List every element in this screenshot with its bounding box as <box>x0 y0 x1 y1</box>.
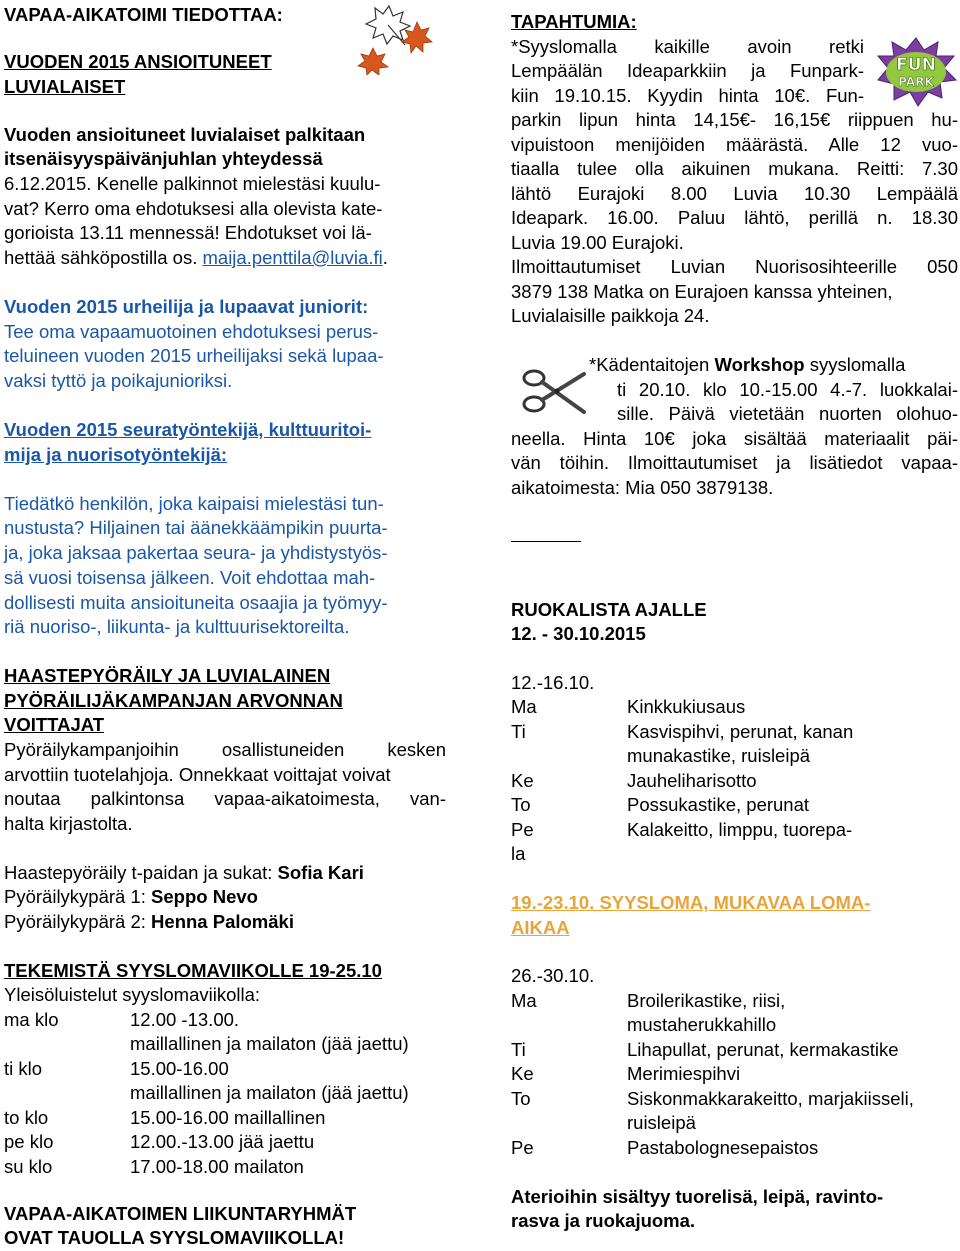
awards-text-6-prefix: hettää sähköpostilla os. <box>4 247 203 268</box>
menu-row <box>511 1062 740 1087</box>
menu-day: Pe <box>511 819 534 840</box>
menu-food: Broilerikastike, riisi, <box>627 990 786 1011</box>
funpark-line: Lempäälän Ideaparkkiin ja Funpark- <box>511 60 864 81</box>
athlete-title: Vuoden 2015 urheilija ja lupaavat juniorit: <box>4 296 369 317</box>
bike-title-2: PYÖRÄILIJÄKAMPANJAN ARVONNAN <box>4 690 343 711</box>
workshop-line-1 <box>589 353 905 378</box>
winner-3-name: Henna Palomäki <box>151 911 294 932</box>
awards-title-1: VUODEN 2015 ANSIOITUNEET <box>4 51 272 72</box>
worker-text-3: ja, joka jaksaa pakertaa seura- ja yhdistystyös- <box>4 542 388 563</box>
workshop-line: sille. Päivä vietetään nuorten olohuo- <box>617 403 958 424</box>
menu-row <box>511 842 627 867</box>
funpark-line: tiaalla tulee olla aikuinen mukana. Reitti: 7.30 <box>511 158 958 179</box>
gym-row <box>4 1008 239 1033</box>
funpark-line: vipuistoon menijöiden määrästä. Alle 12 vuo- <box>511 134 958 155</box>
menu-food: Siskonmakkarakeitto, marjakiisseli, <box>627 1088 914 1109</box>
closing-2: OVAT TAUOLLA SYYSLOMAVIIKOLLA! <box>4 1227 345 1248</box>
workshop-line: aikatoimesta: Mia 050 3879138. <box>511 477 774 498</box>
bike-text-1: Pyöräilykampanjoihin osallistuneiden kesken <box>4 739 446 760</box>
menu-dates: 12. - 30.10.2015 <box>511 623 646 644</box>
menu-row <box>511 769 757 794</box>
workshop-prefix: *Kädentaitojen <box>589 354 715 375</box>
gym-time: 17.00-18.00 mailaton <box>130 1156 304 1177</box>
funpark-line: kiin 19.10.15. Kyydin hinta 10€. Fun- <box>511 85 864 106</box>
events-title: TAPAHTUMIA: <box>511 11 637 32</box>
autumn-leaves-icon <box>355 0 435 75</box>
gym-subtitle: Yleisöluistelut syyslomaviikolla: <box>4 984 261 1005</box>
gym-row <box>4 1081 409 1106</box>
athlete-text-1: Tee oma vapaamuotoinen ehdotuksesi perus- <box>4 321 379 342</box>
funpark-line: parkin lipun hinta 14,15€- 16,15€ riippuen hu- <box>511 109 958 130</box>
menu-food: Kinkkukiusaus <box>627 696 746 717</box>
worker-title-2: mija ja nuorisotyöntekijä: <box>4 444 228 465</box>
winner-3 <box>4 910 294 935</box>
gym-day: ma klo <box>4 1009 59 1030</box>
funpark-line: *Syyslomalla kaikille avoin retki <box>511 36 864 57</box>
workshop-suffix: syyslomalla <box>804 354 906 375</box>
gym-row <box>4 1106 325 1131</box>
gym-title: TEKEMISTÄ SYYSLOMAVIIKOLLE 19-25.10 <box>4 960 382 981</box>
awards-text-2: itsenäisyyspäivänjuhlan yhteydessä <box>4 148 323 169</box>
gym-day: pe klo <box>4 1131 54 1152</box>
funpark-line: lähtö Eurajoki 8.00 Luvia 10.30 Lempäälä <box>511 183 958 204</box>
menu-food: Possukastike, perunat <box>627 794 810 815</box>
menu-food: Kasvispihvi, perunat, kanan <box>627 721 854 742</box>
gym-day: to klo <box>4 1107 49 1128</box>
gym-time: 15.00-16.00 maillallinen <box>130 1107 326 1128</box>
menu-row <box>511 720 853 745</box>
winner-1-name: Sofia Kari <box>277 862 364 883</box>
menu-row <box>511 1136 818 1161</box>
menu-food: Pastabolognesepaistos <box>627 1137 819 1158</box>
winner-2 <box>4 885 258 910</box>
awards-text-5: gorioista 13.11 mennessä! Ehdotukset voi lä- <box>4 222 372 243</box>
gym-time: 12.00 -13.00. <box>130 1009 240 1030</box>
menu-day: Ke <box>511 770 534 791</box>
menu-food: munakastike, ruisleipä <box>627 745 811 766</box>
footer-line-1: Aterioihin sisältyy tuorelisä, leipä, ravinto- <box>511 1186 884 1207</box>
winner-1-label: Haastepyöräily t-paidan ja sukat: <box>4 862 278 883</box>
bike-text-2: arvottiin tuotelahjoja. Onnekkaat voittajat voivat <box>4 764 391 785</box>
menu-food: mustaherukkahillo <box>627 1014 777 1035</box>
awards-text-4: vat? Kerro oma ehdotuksesi alla olevista kate- <box>4 198 383 219</box>
email-link[interactable]: maija.penttila@luvia.fi <box>202 247 383 268</box>
gym-day: ti klo <box>4 1058 43 1079</box>
awards-title-2: LUVIALAISET <box>4 76 126 97</box>
gym-time: 15.00-16.00 <box>130 1058 229 1079</box>
workshop-line: ti 20.10. klo 10.-15.00 4.-7. luokkalai- <box>617 379 958 400</box>
worker-text-1: Tiedätkö henkilön, joka kaipaisi mielestäsi tun- <box>4 493 384 514</box>
awards-text-1: Vuoden ansioituneet luvialaiset palkitaan <box>4 124 366 145</box>
athlete-text-2: teluineen vuoden 2015 urheilijaksi sekä lupaa- <box>4 345 384 366</box>
menu-row <box>511 793 809 818</box>
worker-text-5: dollisesti muita ansioituneita osaajia ja työmyy- <box>4 592 388 613</box>
menu-day: Ti <box>511 1039 526 1060</box>
funpark-line: Luvialaisille paikkoja 24. <box>511 305 710 326</box>
menu-row <box>511 1087 914 1112</box>
gym-row <box>4 1155 304 1180</box>
menu-day: Ke <box>511 1063 534 1084</box>
worker-text-4: sä vuosi toisensa jälkeen. Voit ehdottaa mah- <box>4 567 376 588</box>
menu-row <box>511 989 785 1014</box>
funpark-line: Ideapark. 16.00. Paluu lähtö, perillä n. 18.30 <box>511 207 958 228</box>
menu-title: RUOKALISTA AJALLE <box>511 599 707 620</box>
menu-day: la <box>511 843 526 864</box>
menu-row <box>511 818 852 843</box>
menu-food: Merimiespihvi <box>627 1063 741 1084</box>
bike-title-3: VOITTAJAT <box>4 714 105 735</box>
funpark-logo-icon <box>874 36 958 108</box>
gym-time: maillallinen ja mailaton (jää jaettu) <box>130 1033 409 1054</box>
worker-text-2: nustusta? Hiljainen tai äänekkäämpikin puurta- <box>4 517 388 538</box>
funpark-logo-fun: FUN <box>896 55 936 75</box>
divider-line <box>511 541 581 542</box>
holiday-line-1: 19.-23.10. SYYSLOMA, MUKAVAA LOMA- <box>511 892 871 913</box>
gym-row <box>4 1057 229 1082</box>
worker-title-1: Vuoden 2015 seuratyöntekijä, kulttuuritoi- <box>4 419 372 440</box>
worker-text-6: riä nuoriso-, liikunta- ja kulttuurisektoreilta. <box>4 616 350 637</box>
scissors-icon <box>520 362 590 428</box>
menu-food: Lihapullat, perunat, kermakastike <box>627 1039 899 1060</box>
workshop-bold: Workshop <box>714 354 805 375</box>
funpark-line: Luvia 19.00 Eurajoki. <box>511 232 684 253</box>
menu-day: Ti <box>511 721 526 742</box>
awards-text-6 <box>4 246 388 271</box>
menu-row <box>511 744 810 769</box>
holiday-line-2: AIKAA <box>511 917 570 938</box>
menu-day: To <box>511 794 531 815</box>
menu-day: Ma <box>511 990 537 1011</box>
menu-food: Kalakeitto, limppu, tuorepa- <box>627 819 853 840</box>
athlete-text-3: vaksi tyttö ja poikajunioriksi. <box>4 370 233 391</box>
menu-row <box>511 1013 776 1038</box>
funpark-logo-park: PARK <box>898 75 934 89</box>
bike-text-3: noutaa palkintonsa vapaa-aikatoimesta, van- <box>4 788 446 809</box>
bike-text-4: halta kirjastolta. <box>4 813 133 834</box>
menu-day: Pe <box>511 1137 534 1158</box>
workshop-line: neella. Hinta 10€ joka sisältää materiaalit päi- <box>511 428 958 449</box>
week1-label: 12.-16.10. <box>511 672 595 693</box>
menu-row <box>511 1111 696 1136</box>
footer-line-2: rasva ja ruokajuoma. <box>511 1210 696 1231</box>
page-header: VAPAA-AIKATOIMI TIEDOTTAA: <box>4 4 283 25</box>
funpark-line: Ilmoittautumiset Luvian Nuorisosihteerille 050 <box>511 256 958 277</box>
menu-row <box>511 695 745 720</box>
week3-label: 26.-30.10. <box>511 965 595 986</box>
bike-title-1: HAASTEPYÖRÄILY JA LUVIALAINEN <box>4 665 331 686</box>
gym-day: su klo <box>4 1156 53 1177</box>
menu-day: To <box>511 1088 531 1109</box>
winner-1 <box>4 861 364 886</box>
menu-row <box>511 1038 898 1063</box>
funpark-line: 3879 138 Matka on Eurajoen kanssa yhteinen, <box>511 281 893 302</box>
winner-2-name: Seppo Nevo <box>151 886 258 907</box>
menu-food: Jauheliharisotto <box>627 770 757 791</box>
awards-text-6-suffix: . <box>382 247 388 268</box>
gym-time: maillallinen ja mailaton (jää jaettu) <box>130 1082 409 1103</box>
winner-3-label: Pyöräilykypärä 2: <box>4 911 152 932</box>
winner-2-label: Pyöräilykypärä 1: <box>4 886 152 907</box>
gym-row <box>4 1130 314 1155</box>
workshop-line: vän töihin. Ilmoittautumiset ja lisätiedot vapaa- <box>511 452 958 473</box>
gym-time: 12.00.-13.00 jää jaettu <box>130 1131 315 1152</box>
menu-day: Ma <box>511 696 537 717</box>
menu-food: ruisleipä <box>627 1112 696 1133</box>
awards-text-3: 6.12.2015. Kenelle palkinnot mielestäsi kuulu- <box>4 173 381 194</box>
closing-1: VAPAA-AIKATOIMEN LIIKUNTARYHMÄT <box>4 1203 357 1224</box>
gym-row <box>4 1032 409 1057</box>
